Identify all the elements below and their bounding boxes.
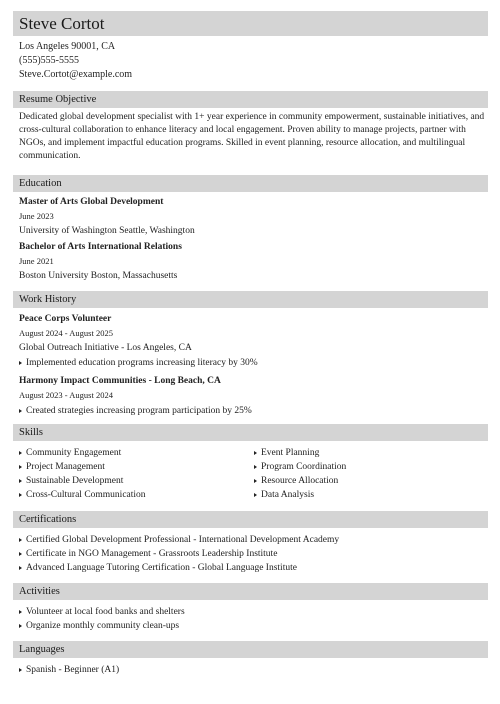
activity-item: Volunteer at local food banks and shelters — [19, 605, 489, 619]
activities-list — [19, 605, 489, 633]
job-bullet: Created strategies increasing program participation by 25% — [19, 404, 489, 418]
objective-text: Dedicated global development specialist with 1+ year experience in community empowerment, sustainable initiatives, and cross-cultural collaboration to enhance literacy and local engagement. Proven ability to manage projects, partner with NGOs, and implement impactful education programs. Skilled in event planning, resource allocation, and multilingual communication. — [19, 112, 485, 161]
job-title: Harmony Impact Communities - Long Beach, CA — [19, 376, 221, 386]
degree-date: June 2021 — [19, 256, 54, 266]
skills-column-right — [254, 446, 484, 502]
section-heading-skills: Skills — [13, 424, 488, 441]
contact-email: Steve.Cortot@example.com — [19, 69, 133, 80]
skill-item: Program Coordination — [254, 460, 484, 474]
degree-title: Bachelor of Arts International Relations — [19, 242, 182, 252]
contact-phone: (555)555-5555 — [19, 55, 79, 66]
skill-item: Community Engagement — [19, 446, 244, 460]
school-name: Boston University Boston, Massachusetts — [19, 271, 178, 281]
contact-address: Los Angeles 90001, CA — [19, 41, 116, 52]
section-heading-objective: Resume Objective — [13, 91, 488, 108]
skill-item: Cross-Cultural Communication — [19, 488, 244, 502]
section-heading-certifications: Certifications — [13, 511, 488, 528]
activity-item: Organize monthly community clean-ups — [19, 619, 489, 633]
languages-list — [19, 663, 489, 677]
degree-title: Master of Arts Global Development — [19, 197, 164, 207]
school-name: University of Washington Seattle, Washington — [19, 226, 195, 236]
work-entry — [19, 375, 489, 418]
section-heading-languages: Languages — [13, 641, 488, 658]
job-bullets — [19, 356, 489, 370]
section-heading-education: Education — [13, 175, 488, 192]
job-dates: August 2023 - August 2024 — [19, 390, 113, 400]
skill-item: Project Management — [19, 460, 244, 474]
section-heading-work: Work History — [13, 291, 488, 308]
skill-item: Data Analysis — [254, 488, 484, 502]
certifications-list — [19, 533, 489, 575]
skill-item: Event Planning — [254, 446, 484, 460]
job-bullet: Implemented education programs increasing literacy by 30% — [19, 356, 489, 370]
skill-item: Resource Allocation — [254, 474, 484, 488]
job-dates: August 2024 - August 2025 — [19, 328, 113, 338]
contact-info — [19, 40, 132, 82]
language-item: Spanish - Beginner (A1) — [19, 663, 489, 677]
candidate-name: Steve Cortot — [13, 11, 488, 36]
education-entry — [19, 241, 489, 282]
section-heading-activities: Activities — [13, 583, 488, 600]
skill-item: Sustainable Development — [19, 474, 244, 488]
job-bullets — [19, 404, 489, 418]
education-entry — [19, 196, 489, 237]
skills-column-left — [19, 446, 244, 502]
job-organization: Global Outreach Initiative - Los Angeles, CA — [19, 343, 192, 353]
degree-date: June 2023 — [19, 211, 54, 221]
job-title: Peace Corps Volunteer — [19, 314, 112, 324]
certification-item: Certificate in NGO Management - Grassroots Leadership Institute — [19, 547, 489, 561]
certification-item: Advanced Language Tutoring Certification - Global Language Institute — [19, 561, 489, 575]
work-entry — [19, 313, 489, 370]
certification-item: Certified Global Development Professional - International Development Academy — [19, 533, 489, 547]
